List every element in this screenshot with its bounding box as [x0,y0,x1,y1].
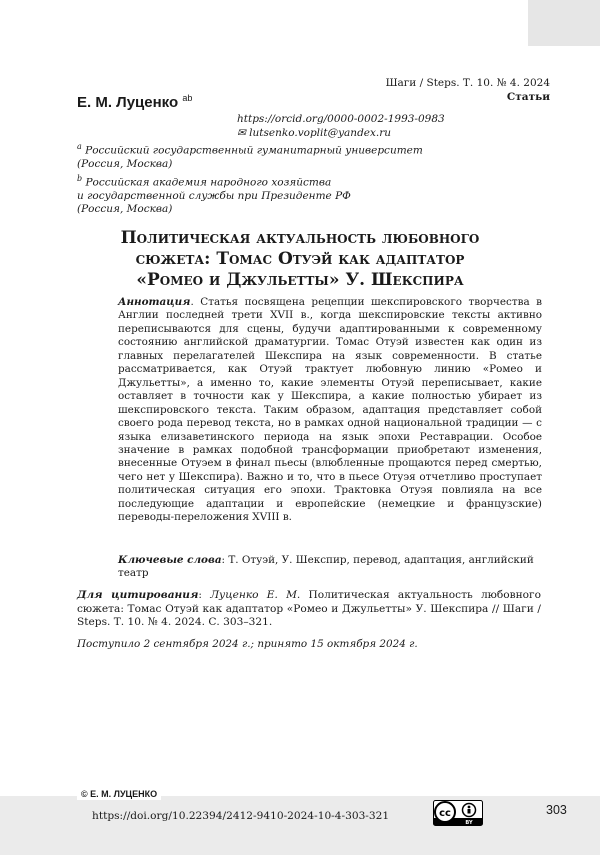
orcid-link[interactable]: https://orcid.org/0000-0002-1993-0983 [77,113,457,127]
journal-info: Шаги / Steps. Т. 10. № 4. 2024 [386,76,550,90]
section-label: Статьи [386,90,550,104]
author-meta [77,113,457,217]
top-grey-block [528,0,600,46]
affiliation-b: b Российская академия народного хозяйства [77,172,457,190]
keywords [118,554,542,581]
cc-by-icon[interactable] [433,800,483,826]
cc-letters: cc [439,808,451,819]
citation-label: Для цитирования [77,589,198,601]
affiliation-a: a Российский государственный гуманитарный университет [77,140,457,158]
top-band [0,0,600,46]
by-letters: BY [465,820,473,826]
citation: Для цитирования: Луценко Е. М. Политическая актуальность любовного сюжета: Томас Отуэй как адаптатор «Ромео и Джульетты» У. Шекспира // Шаги / Steps. Т. 10. № 4. 2024. С. 303–321. [77,589,541,630]
citation-author: Луценко Е. М. [210,589,300,601]
keywords-text: : Т. Отуэй, У. Шекспир, перевод, адаптация, английский театр [118,554,534,579]
mail-icon: ✉ [237,127,246,139]
person-body-icon [468,809,471,814]
footer-band [0,796,600,855]
abstract-text: . Статья посвящена рецепции шекспировского творчества в Англии последней трети XVII в., когда шекспировские тексты активно переписываются для сцены, будучи адаптированными к современному состоянию английской драматургии. Томас Отуэй известен как один из главных перелагателей Шекспира на язык современности. В статье рассматривается, как Отуэй трактует любовную линию «Ромео и Джульетты», а именно то, какие элементы Отуэй переписывает, какие оставляет в точности как у Шекспира, а какие полностью убирает из шекспировского текста. Таким образом, адаптация представляет собой своего рода перевод текста, но в рамках одной национальной традиции — с языка елизаветинского периода на язык эпохи Реставрации. Особое значение в рамках подобной трансформации приобретают изменения, внесенные Отуэем в финал пьесы (влюбленные прощаются перед смертью, чего нет у Шекспира). Важно и то, что в пьесе Отуэя отчетливо проступает политическая ситуация его эпохи. Трактовка Отуэя повлияла на все последующие адаптации и европейские (немецкие и французские) переводы-переложения XVIII в. [118,296,542,523]
citation-text: Политическая актуальность любовного сюжета: Томас Отуэй как адаптатор «Ромео и Джульетты» У. Шекспира // Шаги / Steps. Т. 10. № 4. 2024. С. 303–321. [77,589,541,628]
title-line-1: Политическая актуальность любовного [60,228,540,249]
page-number: 303 [546,803,567,817]
affiliation-b-line2: и государственной службы при Президенте РФ [77,190,457,204]
email-text: lutsenko.voplit@yandex.ru [249,127,391,139]
article-title [60,228,540,291]
copyright: © Е. М. ЛУЦЕНКО [77,788,161,800]
email-line[interactable] [77,127,457,141]
affiliation-marks: ab [182,93,192,103]
author-name: Е. М. Луценко ab [77,93,192,111]
doi-link[interactable]: https://doi.org/10.22394/2412-9410-2024-10-4-303-321 [92,810,389,822]
affiliation-a-location: (Россия, Москва) [77,158,457,172]
running-header [386,76,550,104]
title-line-3: «Ромео и Джульетты» У. Шекспира [60,270,540,291]
abstract-label: Аннотация [118,296,190,308]
affiliation-b-location: (Россия, Москва) [77,203,457,217]
abstract [118,296,542,525]
received-dates: Поступило 2 сентября 2024 г.; принято 15 октября 2024 г. [77,638,418,650]
keywords-label: Ключевые слова [118,554,222,566]
person-head-icon [468,806,471,809]
title-line-2: сюжета: Томас Отуэй как адаптатор [60,249,540,270]
